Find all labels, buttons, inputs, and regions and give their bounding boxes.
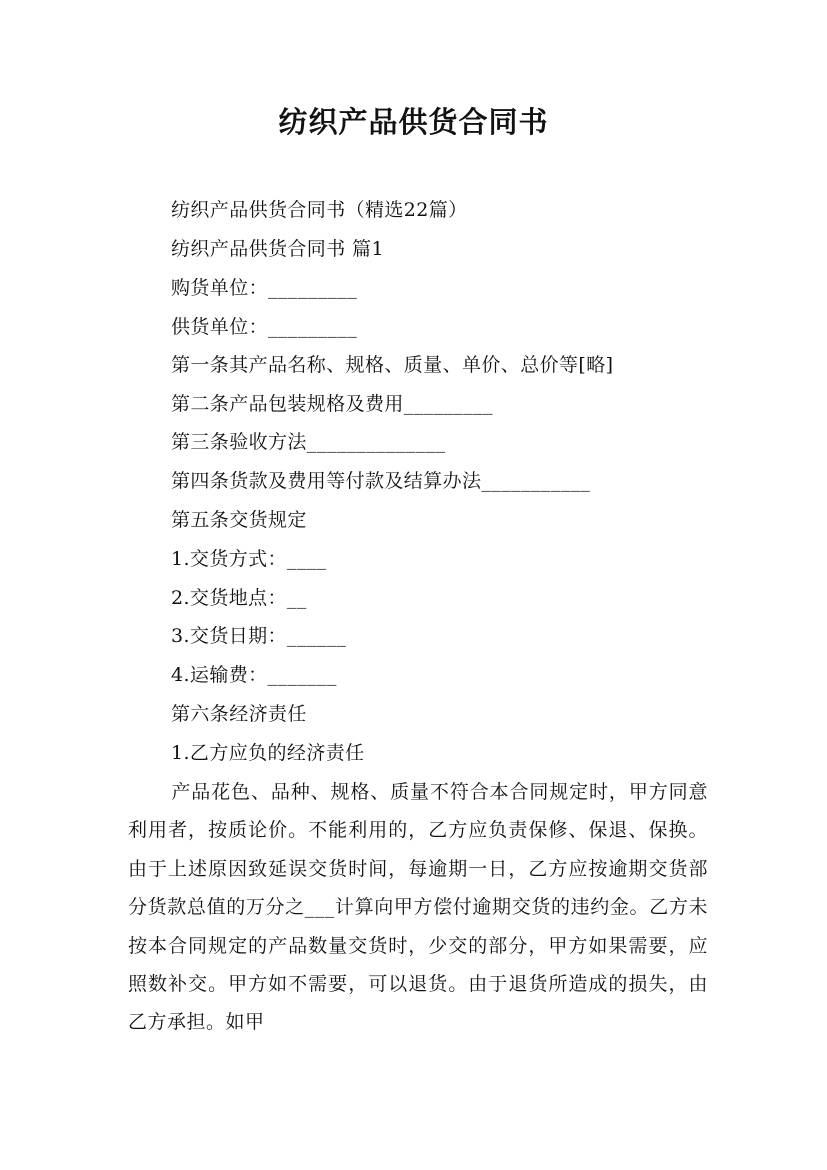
section-heading: 纺织产品供货合同书 篇1 [171, 238, 384, 260]
clause-4: 第四条货款及费用等付款及结算办法___________ [171, 470, 591, 492]
transport-fee: 4.运输费：_______ [171, 664, 337, 686]
clause-2: 第二条产品包装规格及费用_________ [171, 393, 493, 415]
supplier-field: 供货单位：_________ [171, 316, 358, 338]
party-b-liability: 1.乙方应负的经济责任 [171, 742, 365, 764]
delivery-method: 1.交货方式：____ [171, 548, 327, 570]
body-paragraph-text: 产品花色、品种、规格、质量不符合本合同规定时，甲方同意利用者，按质论价。不能利用的，乙方应负责保修、保退、保换。由于上述原因致延误交货时间，每逾期一日，乙方应按逾期交货部分货款总值的万分之___计算向甲方偿付逾期交货的违约金。乙方未按本合同规定的产品数量交货时，少交的部分，甲方如果需要，应照数补交。甲方如不需要，可以退货。由于退货所造成的损失，由乙方承担。如甲 [128, 781, 708, 1034]
document-subtitle: 纺织产品供货合同书（精选22篇） [171, 199, 468, 221]
clause-6: 第六条经济责任 [171, 703, 307, 725]
buyer-field: 购货单位：_________ [171, 277, 358, 299]
delivery-date: 3.交货日期：______ [171, 625, 347, 647]
clause-3: 第三条验收方法______________ [171, 431, 446, 453]
clause-5: 第五条交货规定 [171, 509, 307, 531]
document-title: 纺织产品供货合同书 [278, 105, 549, 139]
body-paragraph [128, 773, 708, 1042]
clause-1: 第一条其产品名称、规格、质量、单价、总价等[略] [171, 354, 614, 376]
delivery-location: 2.交货地点：__ [171, 587, 307, 609]
